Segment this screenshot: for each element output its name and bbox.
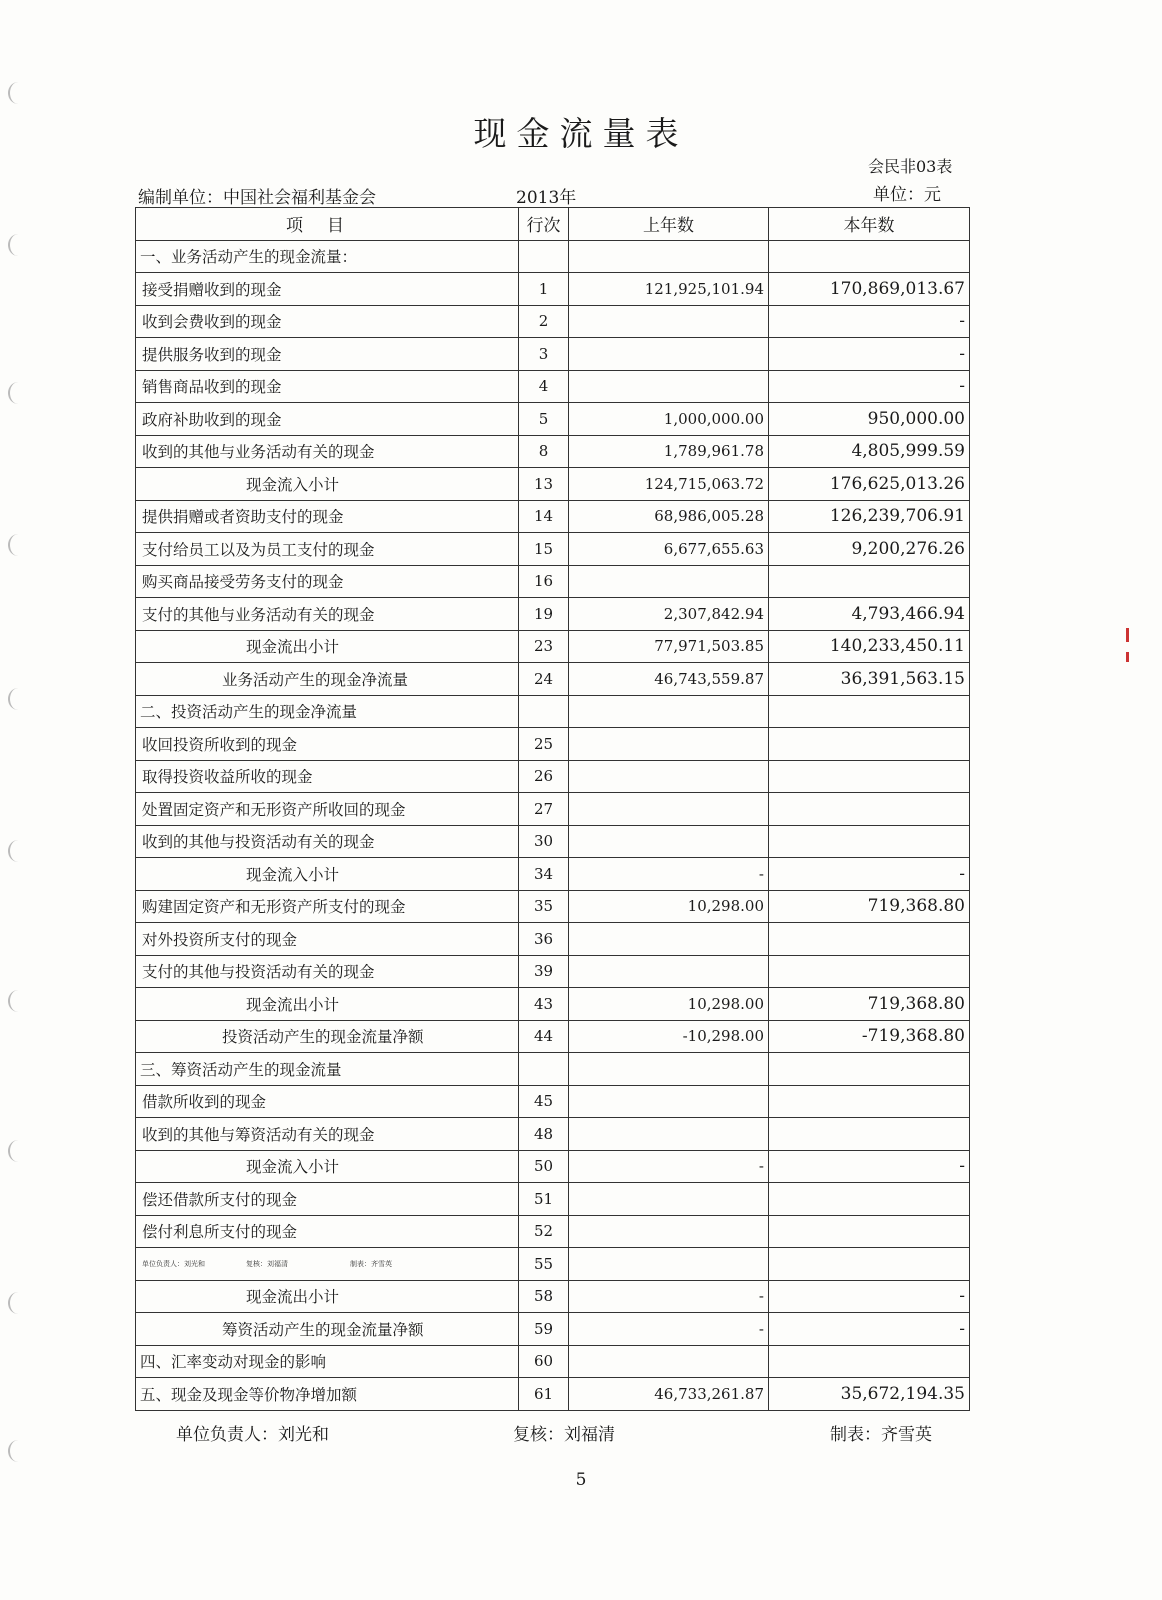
- item-label: 借款所收到的现金: [136, 1085, 519, 1118]
- item-label: 现金流出小计: [136, 630, 519, 663]
- current-year-value: -: [769, 1280, 970, 1313]
- table-row: [136, 728, 970, 761]
- prior-year-value: 6,677,655.63: [569, 533, 769, 566]
- current-year-value: [769, 955, 970, 988]
- row-number: 26: [519, 760, 569, 793]
- prior-year-value: [569, 760, 769, 793]
- row-number: 36: [519, 923, 569, 956]
- current-year-value: [769, 695, 970, 728]
- table-row: [136, 1313, 970, 1346]
- row-number: 44: [519, 1020, 569, 1053]
- binder-hole-mark: [8, 1440, 28, 1462]
- item-label: 二、投资活动产生的现金净流量: [136, 695, 519, 728]
- signature-preparer: 制表：齐雪英: [830, 1425, 932, 1445]
- prior-year-value: -: [569, 1280, 769, 1313]
- prior-year-value: [569, 825, 769, 858]
- column-header-prior-year: 上年数: [569, 208, 769, 241]
- item-label: 接受捐赠收到的现金: [136, 273, 519, 306]
- row-number: 4: [519, 370, 569, 403]
- table-row: [136, 468, 970, 501]
- prior-year-value: 10,298.00: [569, 890, 769, 923]
- current-year-value: [769, 728, 970, 761]
- row-number: [519, 1053, 569, 1086]
- item-label: 筹资活动产生的现金流量净额: [136, 1313, 519, 1346]
- current-year-value: [769, 565, 970, 598]
- margin-stamp-mark: [1126, 652, 1129, 662]
- table-row: [136, 403, 970, 436]
- item-label: 取得投资收益所收的现金: [136, 760, 519, 793]
- current-year-value: -719,368.80: [769, 1020, 970, 1053]
- item-label: 现金流入小计: [136, 1150, 519, 1183]
- binder-hole-mark: [8, 234, 28, 256]
- item-label: 收到的其他与筹资活动有关的现金: [136, 1118, 519, 1151]
- current-year-value: 719,368.80: [769, 988, 970, 1021]
- item-label: 偿还借款所支付的现金: [136, 1183, 519, 1216]
- table-row: [136, 760, 970, 793]
- current-year-value: -: [769, 305, 970, 338]
- row-number: 2: [519, 305, 569, 338]
- table-row: [136, 240, 970, 273]
- signature-responsible: 单位负责人：刘光和: [176, 1425, 329, 1445]
- row-number: 14: [519, 500, 569, 533]
- item-label: 收到的其他与业务活动有关的现金: [136, 435, 519, 468]
- table-row: [136, 858, 970, 891]
- row-number: 30: [519, 825, 569, 858]
- row-number: [519, 695, 569, 728]
- current-year-value: 719,368.80: [769, 890, 970, 923]
- item-label: 支付给员工以及为员工支付的现金: [136, 533, 519, 566]
- item-label: 现金流出小计: [136, 988, 519, 1021]
- table-row: [136, 1345, 970, 1378]
- table-row: [136, 1118, 970, 1151]
- table-row: [136, 1150, 970, 1183]
- table-row: [136, 338, 970, 371]
- item-label: 四、汇率变动对现金的影响: [136, 1345, 519, 1378]
- current-year-value: -: [769, 858, 970, 891]
- current-year-value: 176,625,013.26: [769, 468, 970, 501]
- item-label: 现金流入小计: [136, 468, 519, 501]
- prior-year-value: -10,298.00: [569, 1020, 769, 1053]
- embedded-signature-text: 制表：齐雪英: [350, 1259, 392, 1268]
- item-label: 销售商品收到的现金: [136, 370, 519, 403]
- row-number: 52: [519, 1215, 569, 1248]
- item-label: 业务活动产生的现金净流量: [136, 663, 519, 696]
- prior-year-value: [569, 793, 769, 826]
- prior-year-value: 2,307,842.94: [569, 598, 769, 631]
- row-number: 25: [519, 728, 569, 761]
- table-row: [136, 1020, 970, 1053]
- row-number: 19: [519, 598, 569, 631]
- prior-year-value: [569, 305, 769, 338]
- table-row: [136, 435, 970, 468]
- item-label: 提供服务收到的现金: [136, 338, 519, 371]
- table-row: [136, 663, 970, 696]
- current-year-value: [769, 1215, 970, 1248]
- current-year-value: 126,239,706.91: [769, 500, 970, 533]
- current-year-value: [769, 793, 970, 826]
- table-row: [136, 273, 970, 306]
- table-header-row: [136, 208, 970, 241]
- prior-year-value: [569, 370, 769, 403]
- row-number: 51: [519, 1183, 569, 1216]
- table-row: [136, 923, 970, 956]
- row-number: 24: [519, 663, 569, 696]
- prior-year-value: [569, 1248, 769, 1281]
- current-year-value: 170,869,013.67: [769, 273, 970, 306]
- row-number: 39: [519, 955, 569, 988]
- row-number: 59: [519, 1313, 569, 1346]
- row-number: 13: [519, 468, 569, 501]
- embedded-signature-text: 复核：刘福清: [246, 1259, 288, 1268]
- row-number: 27: [519, 793, 569, 826]
- item-label: 现金流入小计: [136, 858, 519, 891]
- prior-year-value: 121,925,101.94: [569, 273, 769, 306]
- table-row: [136, 890, 970, 923]
- row-number: 45: [519, 1085, 569, 1118]
- item-label: 政府补助收到的现金: [136, 403, 519, 436]
- current-year-value: 950,000.00: [769, 403, 970, 436]
- prior-year-value: [569, 565, 769, 598]
- row-number: 61: [519, 1378, 569, 1411]
- current-year-value: -: [769, 1150, 970, 1183]
- binder-hole-mark: [8, 1140, 28, 1162]
- binder-hole-mark: [8, 534, 28, 556]
- row-number: 43: [519, 988, 569, 1021]
- prior-year-value: -: [569, 1150, 769, 1183]
- current-year-value: -: [769, 338, 970, 371]
- column-header-current-year: 本年数: [769, 208, 970, 241]
- current-year-value: -: [769, 1313, 970, 1346]
- prior-year-value: 124,715,063.72: [569, 468, 769, 501]
- table-row: [136, 533, 970, 566]
- table-row: [136, 630, 970, 663]
- prior-year-value: 46,733,261.87: [569, 1378, 769, 1411]
- item-label: 收回投资所收到的现金: [136, 728, 519, 761]
- item-label: 现金流出小计: [136, 1280, 519, 1313]
- table-row: [136, 1085, 970, 1118]
- table-row: [136, 370, 970, 403]
- row-number: 50: [519, 1150, 569, 1183]
- row-number: 60: [519, 1345, 569, 1378]
- column-header-row-no: 行次: [519, 208, 569, 241]
- item-label: 偿付利息所支付的现金: [136, 1215, 519, 1248]
- item-label: 提供捐赠或者资助支付的现金: [136, 500, 519, 533]
- table-row: [136, 825, 970, 858]
- row-number: 34: [519, 858, 569, 891]
- table-row: [136, 1053, 970, 1086]
- margin-stamp-mark: [1126, 628, 1129, 642]
- table-row: [136, 500, 970, 533]
- row-number: 3: [519, 338, 569, 371]
- table-row: [136, 565, 970, 598]
- row-number: 16: [519, 565, 569, 598]
- prior-year-value: [569, 1053, 769, 1086]
- row-number: 35: [519, 890, 569, 923]
- current-year-value: 9,200,276.26: [769, 533, 970, 566]
- column-header-item: 项目: [136, 208, 519, 241]
- current-year-value: [769, 1053, 970, 1086]
- row-number: 8: [519, 435, 569, 468]
- current-year-value: 4,805,999.59: [769, 435, 970, 468]
- prior-year-value: -: [569, 1313, 769, 1346]
- item-label: 处置固定资产和无形资产所收回的现金: [136, 793, 519, 826]
- prior-year-value: 1,789,961.78: [569, 435, 769, 468]
- prior-year-value: [569, 1085, 769, 1118]
- table-row: [136, 1378, 970, 1411]
- binder-hole-mark: [8, 1292, 28, 1314]
- table-row: [136, 598, 970, 631]
- current-year-value: [769, 1118, 970, 1151]
- item-label: 三、筹资活动产生的现金流量: [136, 1053, 519, 1086]
- prior-year-value: [569, 240, 769, 273]
- table-row: [136, 1183, 970, 1216]
- prior-year-value: [569, 728, 769, 761]
- signature-reviewer: 复核：刘福清: [513, 1425, 615, 1445]
- item-label: 收到会费收到的现金: [136, 305, 519, 338]
- binder-hole-mark: [8, 82, 28, 104]
- binder-hole-mark: [8, 688, 28, 710]
- current-year-value: 4,793,466.94: [769, 598, 970, 631]
- table-row: [136, 955, 970, 988]
- binder-hole-mark: [8, 840, 28, 862]
- prior-year-value: [569, 1118, 769, 1151]
- prior-year-value: 77,971,503.85: [569, 630, 769, 663]
- current-year-value: [769, 923, 970, 956]
- row-number: [519, 240, 569, 273]
- cash-flow-table: [135, 207, 970, 1411]
- currency-unit: 单位：元: [873, 185, 941, 205]
- current-year-value: [769, 1085, 970, 1118]
- item-label: 支付的其他与业务活动有关的现金: [136, 598, 519, 631]
- current-year-value: [769, 760, 970, 793]
- row-number: 15: [519, 533, 569, 566]
- prior-year-value: 10,298.00: [569, 988, 769, 1021]
- row-number: 5: [519, 403, 569, 436]
- current-year-value: -: [769, 370, 970, 403]
- current-year-value: [769, 1183, 970, 1216]
- current-year-value: 35,672,194.35: [769, 1378, 970, 1411]
- item-label: 对外投资所支付的现金: [136, 923, 519, 956]
- table-row: [136, 988, 970, 1021]
- form-code: 会民非03表: [868, 157, 953, 176]
- prior-year-value: [569, 923, 769, 956]
- current-year-value: 36,391,563.15: [769, 663, 970, 696]
- table-row: [136, 1248, 970, 1281]
- item-label: 投资活动产生的现金流量净额: [136, 1020, 519, 1053]
- current-year-value: 140,233,450.11: [769, 630, 970, 663]
- current-year-value: [769, 1345, 970, 1378]
- prior-year-value: [569, 1345, 769, 1378]
- item-label: 购建固定资产和无形资产所支付的现金: [136, 890, 519, 923]
- item-label: 收到的其他与投资活动有关的现金: [136, 825, 519, 858]
- prior-year-value: 68,986,005.28: [569, 500, 769, 533]
- table-row: [136, 305, 970, 338]
- prior-year-value: 46,743,559.87: [569, 663, 769, 696]
- report-title: 现金流量表: [473, 114, 689, 153]
- report-year: 2013年: [516, 188, 577, 208]
- embedded-signature-text: 单位负责人：刘光和: [142, 1259, 205, 1268]
- current-year-value: [769, 240, 970, 273]
- item-label: 支付的其他与投资活动有关的现金: [136, 955, 519, 988]
- prior-year-value: [569, 1215, 769, 1248]
- row-number: 55: [519, 1248, 569, 1281]
- row-number: 48: [519, 1118, 569, 1151]
- prior-year-value: [569, 338, 769, 371]
- prior-year-value: [569, 695, 769, 728]
- row-number: 1: [519, 273, 569, 306]
- prior-year-value: [569, 955, 769, 988]
- row-number: 58: [519, 1280, 569, 1313]
- binder-hole-mark: [8, 382, 28, 404]
- table-row: [136, 1280, 970, 1313]
- item-label: 五、现金及现金等价物净增加额: [136, 1378, 519, 1411]
- table-row: [136, 695, 970, 728]
- current-year-value: [769, 1248, 970, 1281]
- item-label: 一、业务活动产生的现金流量：: [136, 240, 519, 273]
- prior-year-value: [569, 1183, 769, 1216]
- reporting-entity: 编制单位：中国社会福利基金会: [138, 188, 376, 208]
- prior-year-value: -: [569, 858, 769, 891]
- table-row: [136, 793, 970, 826]
- prior-year-value: 1,000,000.00: [569, 403, 769, 436]
- item-label: 购买商品接受劳务支付的现金: [136, 565, 519, 598]
- table-row: [136, 1215, 970, 1248]
- binder-hole-mark: [8, 990, 28, 1012]
- item-label: [136, 1248, 519, 1281]
- row-number: 23: [519, 630, 569, 663]
- current-year-value: [769, 825, 970, 858]
- page-number: 5: [575, 1470, 587, 1490]
